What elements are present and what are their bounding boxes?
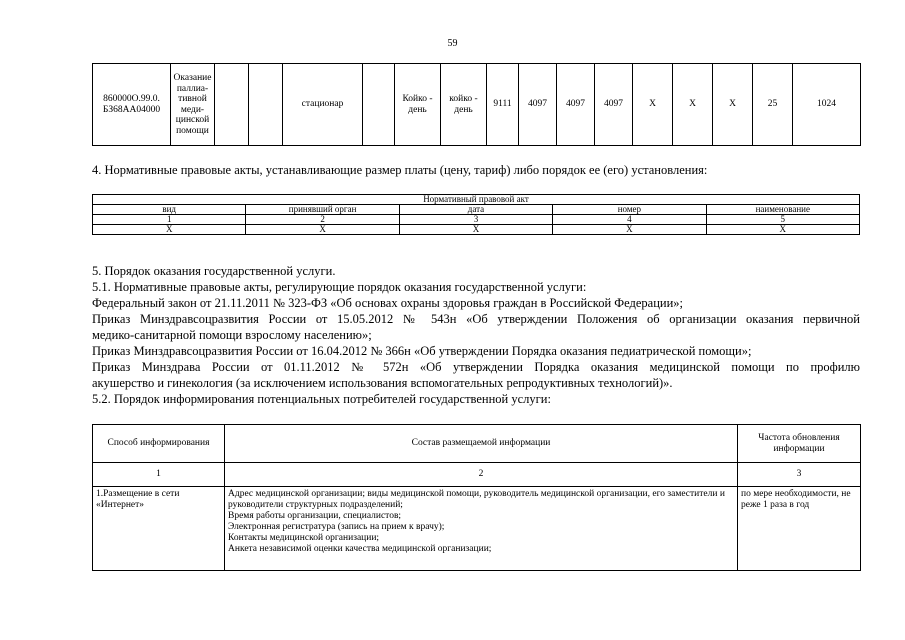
value-cell: 4097 bbox=[519, 64, 557, 146]
column-header: принявший орган bbox=[246, 205, 399, 215]
value-cell: 4097 bbox=[595, 64, 633, 146]
informing-content bbox=[225, 487, 738, 571]
column-number: 3 bbox=[738, 463, 861, 487]
update-frequency: по мере необходимости, не реже 1 раза в год bbox=[738, 487, 861, 571]
column-number: 1 bbox=[93, 215, 246, 225]
value-cell: Х bbox=[713, 64, 753, 146]
empty-cell bbox=[249, 64, 283, 146]
table-row bbox=[93, 487, 861, 571]
table-row bbox=[93, 215, 860, 225]
paragraph-5-2: 5.2. Порядок информирования потенциальных потребителей государственной услуги: bbox=[92, 392, 551, 406]
table-row bbox=[93, 225, 860, 235]
column-number: 4 bbox=[553, 215, 706, 225]
column-header: Состав размещаемой информации bbox=[225, 425, 738, 463]
content-line: Адрес медицинской организации; виды медицинской помощи, руководитель медицинской организации, его заместители и руководители структурных подразделений; bbox=[228, 489, 725, 510]
table-cell: Х bbox=[399, 225, 552, 235]
service-indicator-table bbox=[92, 63, 861, 146]
empty-cell bbox=[215, 64, 249, 146]
column-header: Способ информирования bbox=[93, 425, 225, 463]
table-cell: Х bbox=[553, 225, 706, 235]
value-cell: 25 bbox=[753, 64, 793, 146]
column-number: 3 bbox=[399, 215, 552, 225]
column-header: наименование bbox=[706, 205, 859, 215]
table-row bbox=[93, 425, 861, 463]
empty-cell bbox=[363, 64, 395, 146]
table-row bbox=[93, 64, 861, 146]
law-item: Приказ Минздравсоцразвития России от 15.05.2012 № 543н «Об утверждении Положения об организации оказания первичной bbox=[92, 312, 860, 326]
value-cell: 1024 bbox=[793, 64, 861, 146]
informing-table bbox=[92, 424, 861, 571]
unit-name-cell: койко - день bbox=[441, 64, 487, 146]
service-name: Оказание паллиа- тивной меди- цинской помощи bbox=[171, 64, 215, 146]
column-header: вид bbox=[93, 205, 246, 215]
table-row bbox=[93, 463, 861, 487]
column-number: 2 bbox=[225, 463, 738, 487]
condition-cell: стационар bbox=[283, 64, 363, 146]
section-4-title: 4. Нормативные правовые акты, устанавливающие размер платы (цену, тариф) либо порядок ее (его) установления: bbox=[92, 163, 708, 177]
value-cell: Х bbox=[633, 64, 673, 146]
column-number: 5 bbox=[706, 215, 859, 225]
unit-cell: Койко - день bbox=[395, 64, 441, 146]
table-cell: Х bbox=[93, 225, 246, 235]
column-header: Частота обновления информации bbox=[738, 425, 861, 463]
law-item-continued: медико-санитарной помощи взрослому населению»; bbox=[92, 328, 372, 342]
value-cell: 4097 bbox=[557, 64, 595, 146]
column-number: 1 bbox=[93, 463, 225, 487]
table-cell: Х bbox=[246, 225, 399, 235]
column-header: дата bbox=[399, 205, 552, 215]
law-item: Приказ Минздравсоцразвития России от 16.04.2012 № 366н «Об утверждении Порядка оказания педиатрической помощи»; bbox=[92, 344, 752, 358]
law-item: Федеральный закон от 21.11.2011 № 323-ФЗ «Об основах охраны здоровья граждан в Российской Федерации»; bbox=[92, 296, 684, 310]
content-line: Электронная регистратура (запись на прием к врачу); bbox=[228, 522, 445, 532]
value-cell: Х bbox=[673, 64, 713, 146]
legal-acts-table bbox=[92, 194, 860, 235]
content-line: Время работы организации, специалистов; bbox=[228, 511, 402, 521]
content-line: Анкета независимой оценки качества медицинской организации; bbox=[228, 544, 492, 554]
value-cell: 9111 bbox=[487, 64, 519, 146]
law-item-continued: акушерство и гинекология (за исключением использования вспомогательных репродуктивных технологий)». bbox=[92, 376, 673, 390]
informing-method: 1.Размещение в сети «Интернет» bbox=[93, 487, 225, 571]
table-row bbox=[93, 205, 860, 215]
paragraph-5-1: 5.1. Нормативные правовые акты, регулирующие порядок оказания государственной услуги: bbox=[92, 280, 587, 294]
registry-code: 860000О.99.0. БЗ68АА04000 bbox=[93, 64, 171, 146]
column-header: номер bbox=[553, 205, 706, 215]
section-5-title: 5. Порядок оказания государственной услуги. bbox=[92, 264, 336, 278]
column-number: 2 bbox=[246, 215, 399, 225]
content-line: Контакты медицинской организации; bbox=[228, 533, 380, 543]
page-number: 59 bbox=[447, 38, 458, 49]
law-item: Приказ Минздрава России от 01.11.2012 № 572н «Об утверждении Порядка оказания медицинской помощи по профилю bbox=[92, 360, 860, 374]
table-header: Нормативный правовой акт bbox=[93, 195, 860, 205]
table-cell: Х bbox=[706, 225, 859, 235]
table-row bbox=[93, 195, 860, 205]
